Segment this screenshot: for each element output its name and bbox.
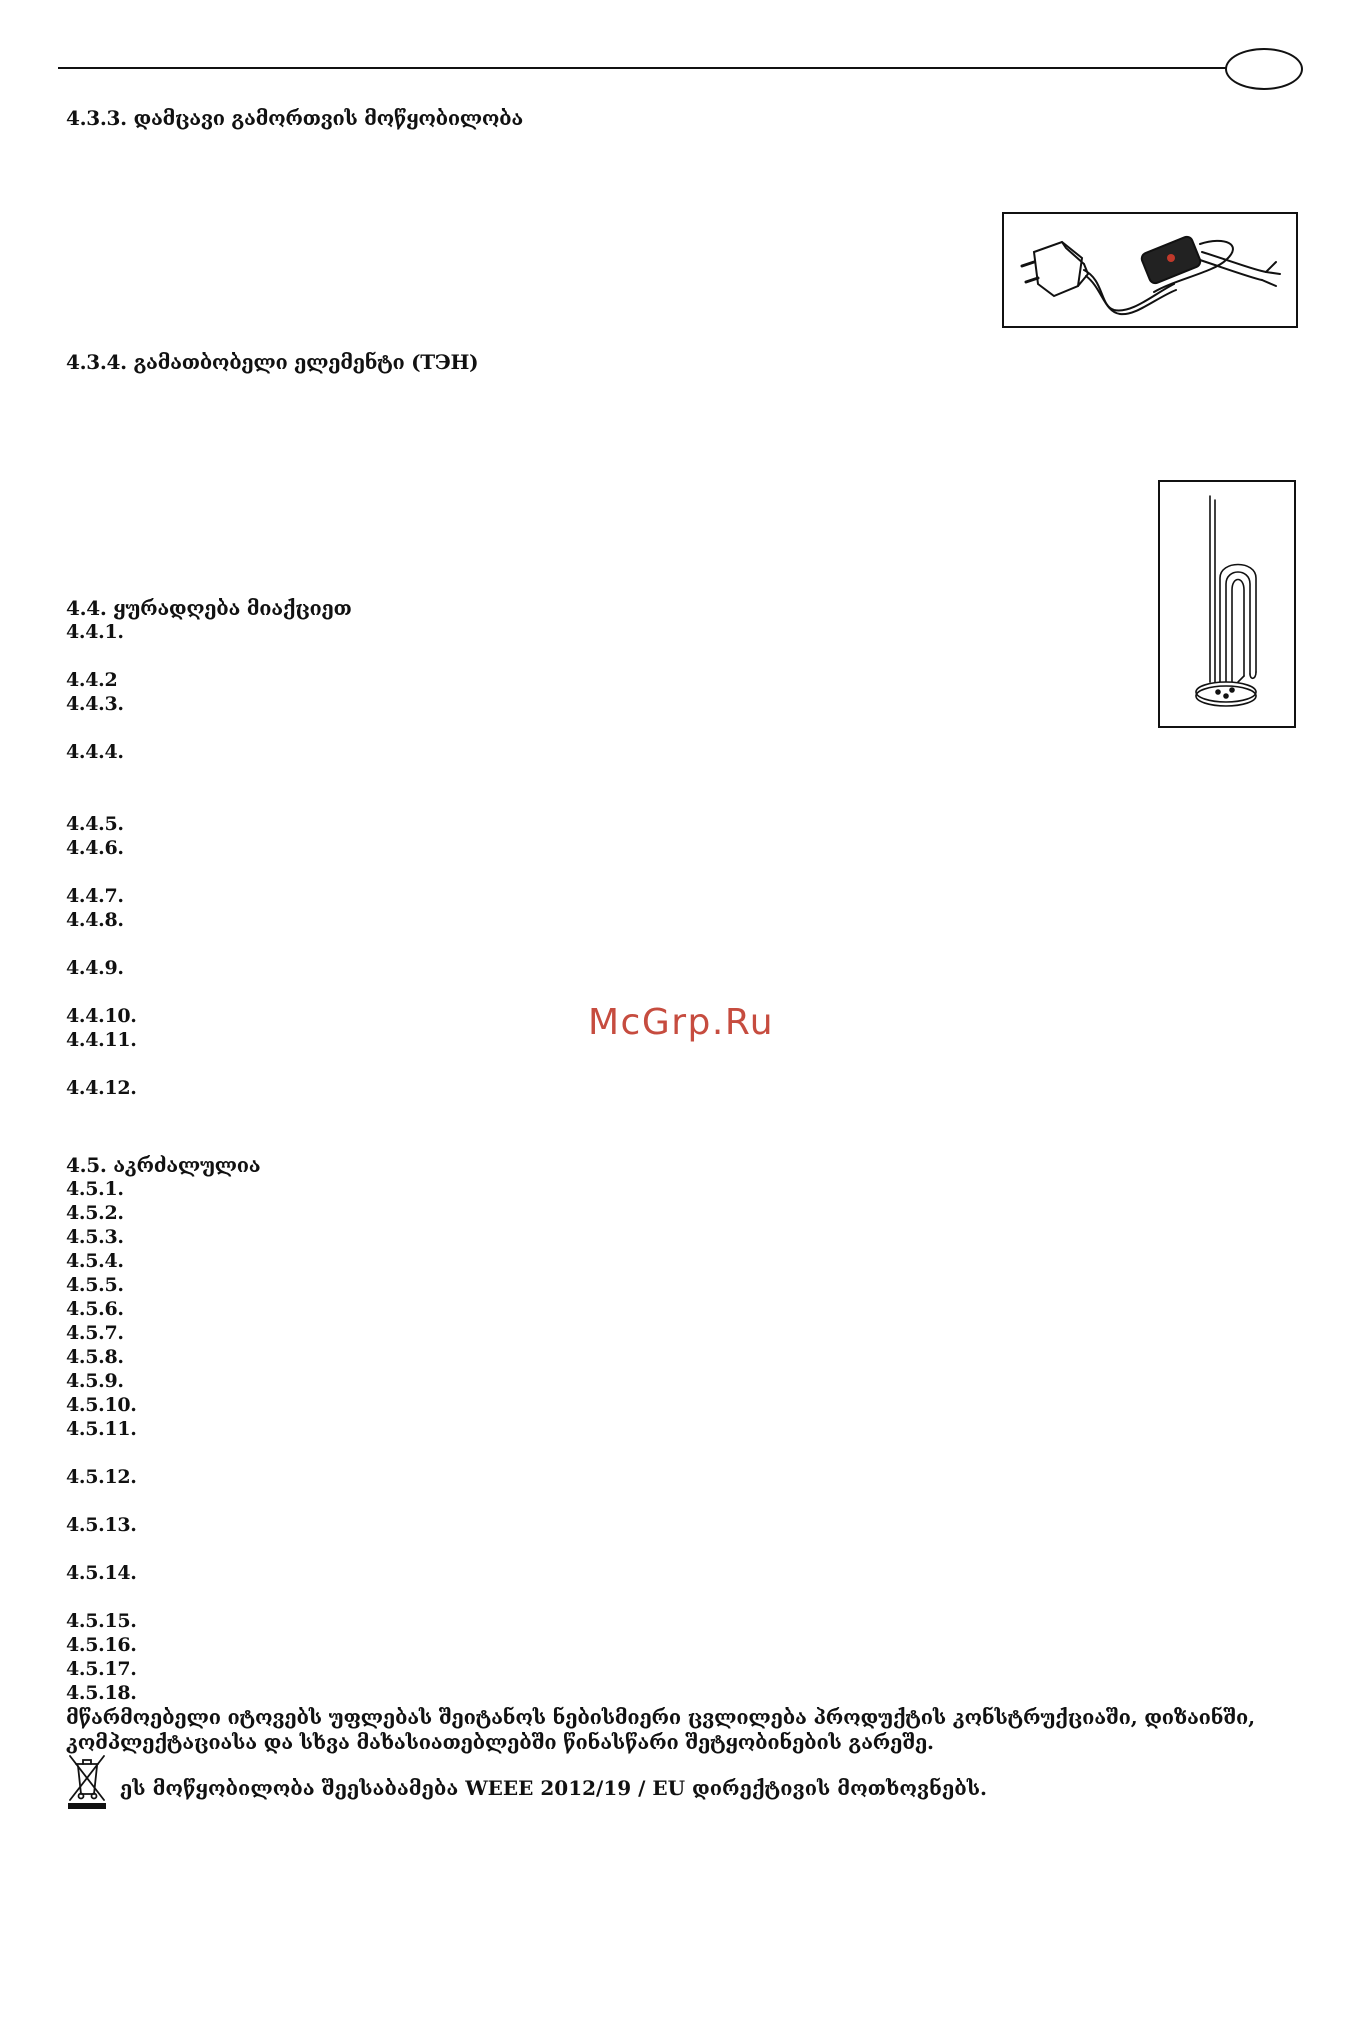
heating-element-icon (1160, 482, 1294, 726)
watermark: McGrp.Ru (588, 1002, 775, 1043)
item-4-5-18: 4.5.18. (66, 1682, 137, 1704)
item-4-5-2: 4.5.2. (66, 1202, 124, 1224)
item-4-4-4: 4.4.4. (66, 741, 124, 763)
section-title-434: 4.3.4. გამათბობელი ელემენტი (ТЭН) (66, 350, 479, 374)
item-4-5-15: 4.5.15. (66, 1610, 137, 1632)
rcd-plug-figure (1002, 212, 1298, 328)
item-4-5-4: 4.5.4. (66, 1250, 124, 1272)
item-4-4-1: 4.4.1. (66, 621, 124, 643)
header-rule (58, 67, 1248, 69)
item-4-4-3: 4.4.3. (66, 693, 124, 715)
item-4-5-8: 4.5.8. (66, 1346, 124, 1368)
item-4-5-17: 4.5.17. (66, 1658, 137, 1680)
item-4-5-6: 4.5.6. (66, 1298, 124, 1320)
rcd-indicator (1167, 254, 1175, 262)
page-number-oval (1225, 48, 1303, 90)
item-4-5-13: 4.5.13. (66, 1514, 137, 1536)
item-4-5-9: 4.5.9. (66, 1370, 124, 1392)
item-4-5-1: 4.5.1. (66, 1178, 124, 1200)
manufacturer-note: მწარმოებელი იტოვებს უფლებას შეიტანოს ნებისმიერი ცვლილება პროდუქტის კონსტრუქციაში, დიზაინში, კომპლექტაციასა და სხვა მახასიათებლებში წინასწარი შეტყობინების გარეშე. (66, 1705, 1255, 1754)
item-4-4-6: 4.4.6. (66, 837, 124, 859)
item-4-5-16: 4.5.16. (66, 1634, 137, 1656)
item-4-4-8: 4.4.8. (66, 909, 124, 931)
item-4-5-7: 4.5.7. (66, 1322, 124, 1344)
item-4-5-10: 4.5.10. (66, 1394, 137, 1416)
item-4-5-5: 4.5.5. (66, 1274, 124, 1296)
item-4-4-9: 4.4.9. (66, 957, 124, 979)
item-4-4-5: 4.4.5. (66, 813, 124, 835)
item-4-4-12: 4.4.12. (66, 1077, 137, 1099)
heating-element-figure (1158, 480, 1296, 728)
section-title-45: 4.5. აკრძალულია (66, 1153, 261, 1177)
item-4-4-2: 4.4.2 (66, 669, 118, 691)
section-title-44: 4.4. ყურადღება მიაქციეთ (66, 596, 352, 620)
weee-crossed-bin-icon (66, 1752, 108, 1810)
section-title-433: 4.3.3. დამცავი გამორთვის მოწყობილობა (66, 106, 523, 130)
item-4-4-10: 4.4.10. (66, 1005, 137, 1027)
item-4-5-3: 4.5.3. (66, 1226, 124, 1248)
item-4-5-14: 4.5.14. (66, 1562, 137, 1584)
weee-note: ეს მოწყობილობა შეესაბამება WEEE 2012/19 / EU დირექტივის მოთხოვნებს. (120, 1776, 988, 1800)
item-4-4-7: 4.4.7. (66, 885, 124, 907)
item-4-5-12: 4.5.12. (66, 1466, 137, 1488)
rcd-plug-icon (1004, 214, 1296, 326)
item-4-4-11: 4.4.11. (66, 1029, 137, 1051)
item-4-5-11: 4.5.11. (66, 1418, 137, 1440)
